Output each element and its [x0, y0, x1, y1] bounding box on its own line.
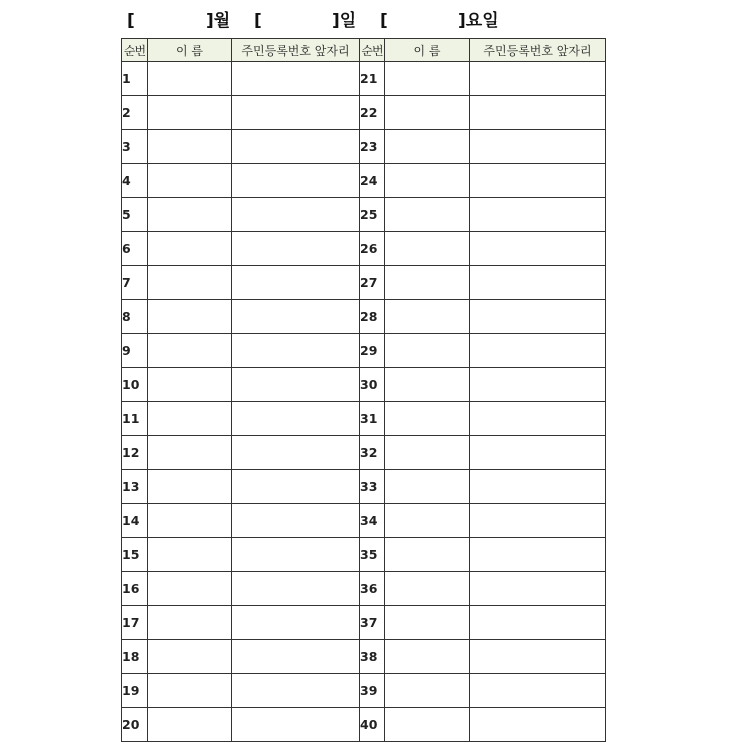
row-number: 4	[122, 164, 148, 198]
id-prefix-cell[interactable]	[232, 198, 360, 232]
name-cell[interactable]	[148, 164, 232, 198]
row-number: 7	[122, 266, 148, 300]
id-prefix-cell-2[interactable]	[470, 708, 606, 742]
name-cell-2[interactable]	[385, 402, 470, 436]
row-number: 15	[122, 538, 148, 572]
name-cell-2[interactable]	[385, 164, 470, 198]
name-cell[interactable]	[148, 640, 232, 674]
row-number-2: 39	[360, 674, 385, 708]
name-cell-2[interactable]	[385, 470, 470, 504]
name-cell-2[interactable]	[385, 300, 470, 334]
table-row	[122, 62, 606, 96]
id-prefix-cell-2[interactable]	[470, 640, 606, 674]
month-label: ]월	[206, 11, 231, 31]
id-prefix-cell[interactable]	[232, 232, 360, 266]
table-row	[122, 130, 606, 164]
name-cell-2[interactable]	[385, 436, 470, 470]
name-cell[interactable]	[148, 606, 232, 640]
id-prefix-cell[interactable]	[232, 96, 360, 130]
row-number-2: 25	[360, 198, 385, 232]
id-prefix-cell[interactable]	[232, 708, 360, 742]
row-number: 20	[122, 708, 148, 742]
table-row	[122, 470, 606, 504]
table-row	[122, 300, 606, 334]
id-prefix-cell-2[interactable]	[470, 96, 606, 130]
id-prefix-cell[interactable]	[232, 266, 360, 300]
col-header-name-2: 이 름	[385, 39, 470, 62]
name-cell[interactable]	[148, 96, 232, 130]
id-prefix-cell-2[interactable]	[470, 198, 606, 232]
name-cell-2[interactable]	[385, 504, 470, 538]
name-cell-2[interactable]	[385, 674, 470, 708]
name-cell-2[interactable]	[385, 62, 470, 96]
row-number-2: 31	[360, 402, 385, 436]
row-number-2: 33	[360, 470, 385, 504]
name-cell[interactable]	[148, 198, 232, 232]
row-number: 13	[122, 470, 148, 504]
day-label: ]일	[332, 11, 357, 31]
row-number-2: 30	[360, 368, 385, 402]
name-cell-2[interactable]	[385, 232, 470, 266]
weekday-bracket-open: [	[380, 11, 388, 31]
id-prefix-cell-2[interactable]	[470, 368, 606, 402]
row-number: 19	[122, 674, 148, 708]
row-number: 18	[122, 640, 148, 674]
id-prefix-cell[interactable]	[232, 402, 360, 436]
table-row	[122, 266, 606, 300]
row-number-2: 24	[360, 164, 385, 198]
row-number: 6	[122, 232, 148, 266]
col-header-name: 이 름	[148, 39, 232, 62]
id-prefix-cell-2[interactable]	[470, 334, 606, 368]
table-row	[122, 504, 606, 538]
id-prefix-cell-2[interactable]	[470, 164, 606, 198]
row-number: 17	[122, 606, 148, 640]
id-prefix-cell-2[interactable]	[470, 300, 606, 334]
table-row	[122, 164, 606, 198]
row-number-2: 37	[360, 606, 385, 640]
name-cell[interactable]	[148, 674, 232, 708]
table-row	[122, 436, 606, 470]
row-number-2: 23	[360, 130, 385, 164]
name-cell-2[interactable]	[385, 640, 470, 674]
name-cell-2[interactable]	[385, 130, 470, 164]
id-prefix-cell-2[interactable]	[470, 266, 606, 300]
name-cell-2[interactable]	[385, 708, 470, 742]
row-number: 2	[122, 96, 148, 130]
id-prefix-cell[interactable]	[232, 572, 360, 606]
row-number: 14	[122, 504, 148, 538]
name-cell-2[interactable]	[385, 572, 470, 606]
attendance-table	[121, 38, 606, 742]
table-row	[122, 708, 606, 742]
id-prefix-cell-2[interactable]	[470, 674, 606, 708]
row-number: 11	[122, 402, 148, 436]
id-prefix-cell[interactable]	[232, 606, 360, 640]
row-number-2: 29	[360, 334, 385, 368]
name-cell-2[interactable]	[385, 538, 470, 572]
table-row	[122, 674, 606, 708]
id-prefix-cell-2[interactable]	[470, 504, 606, 538]
name-cell-2[interactable]	[385, 368, 470, 402]
id-prefix-cell[interactable]	[232, 538, 360, 572]
month-bracket-open: [	[127, 11, 135, 31]
row-number: 10	[122, 368, 148, 402]
name-cell[interactable]	[148, 572, 232, 606]
row-number-2: 40	[360, 708, 385, 742]
name-cell[interactable]	[148, 504, 232, 538]
id-prefix-cell-2[interactable]	[470, 572, 606, 606]
name-cell[interactable]	[148, 266, 232, 300]
id-prefix-cell[interactable]	[232, 436, 360, 470]
col-header-id-prefix-2: 주민등록번호 앞자리	[470, 39, 606, 62]
name-cell[interactable]	[148, 232, 232, 266]
col-header-number: 순번	[122, 39, 148, 62]
row-number-2: 34	[360, 504, 385, 538]
row-number-2: 32	[360, 436, 385, 470]
row-number: 8	[122, 300, 148, 334]
row-number-2: 21	[360, 62, 385, 96]
col-header-id-prefix: 주민등록번호 앞자리	[232, 39, 360, 62]
id-prefix-cell[interactable]	[232, 368, 360, 402]
name-cell-2[interactable]	[385, 334, 470, 368]
row-number: 3	[122, 130, 148, 164]
name-cell[interactable]	[148, 130, 232, 164]
name-cell[interactable]	[148, 708, 232, 742]
name-cell[interactable]	[148, 436, 232, 470]
row-number-2: 38	[360, 640, 385, 674]
table-row	[122, 96, 606, 130]
id-prefix-cell-2[interactable]	[470, 436, 606, 470]
table-row	[122, 402, 606, 436]
date-header	[0, 9, 750, 33]
name-cell-2[interactable]	[385, 266, 470, 300]
id-prefix-cell-2[interactable]	[470, 402, 606, 436]
row-number: 12	[122, 436, 148, 470]
table-row	[122, 198, 606, 232]
table-row	[122, 572, 606, 606]
name-cell[interactable]	[148, 538, 232, 572]
id-prefix-cell[interactable]	[232, 504, 360, 538]
row-number-2: 26	[360, 232, 385, 266]
name-cell[interactable]	[148, 470, 232, 504]
id-prefix-cell[interactable]	[232, 130, 360, 164]
id-prefix-cell-2[interactable]	[470, 470, 606, 504]
row-number-2: 28	[360, 300, 385, 334]
id-prefix-cell-2[interactable]	[470, 606, 606, 640]
name-cell[interactable]	[148, 62, 232, 96]
id-prefix-cell-2[interactable]	[470, 62, 606, 96]
name-cell[interactable]	[148, 334, 232, 368]
name-cell-2[interactable]	[385, 606, 470, 640]
day-bracket-open: [	[254, 11, 262, 31]
id-prefix-cell[interactable]	[232, 300, 360, 334]
id-prefix-cell[interactable]	[232, 334, 360, 368]
table-row	[122, 232, 606, 266]
id-prefix-cell[interactable]	[232, 674, 360, 708]
name-cell[interactable]	[148, 368, 232, 402]
id-prefix-cell[interactable]	[232, 470, 360, 504]
id-prefix-cell-2[interactable]	[470, 232, 606, 266]
weekday-label: ]요일	[458, 11, 499, 31]
row-number: 1	[122, 62, 148, 96]
row-number: 5	[122, 198, 148, 232]
name-cell-2[interactable]	[385, 96, 470, 130]
table-row	[122, 368, 606, 402]
col-header-number-2: 순번	[360, 39, 385, 62]
id-prefix-cell[interactable]	[232, 640, 360, 674]
row-number-2: 35	[360, 538, 385, 572]
row-number-2: 22	[360, 96, 385, 130]
table-row	[122, 606, 606, 640]
table-header-row	[122, 39, 606, 62]
row-number-2: 27	[360, 266, 385, 300]
id-prefix-cell-2[interactable]	[470, 130, 606, 164]
name-cell[interactable]	[148, 402, 232, 436]
id-prefix-cell-2[interactable]	[470, 538, 606, 572]
table-row	[122, 538, 606, 572]
table-row	[122, 640, 606, 674]
row-number: 9	[122, 334, 148, 368]
name-cell[interactable]	[148, 300, 232, 334]
name-cell-2[interactable]	[385, 198, 470, 232]
row-number-2: 36	[360, 572, 385, 606]
row-number: 16	[122, 572, 148, 606]
table-row	[122, 334, 606, 368]
id-prefix-cell[interactable]	[232, 164, 360, 198]
id-prefix-cell[interactable]	[232, 62, 360, 96]
